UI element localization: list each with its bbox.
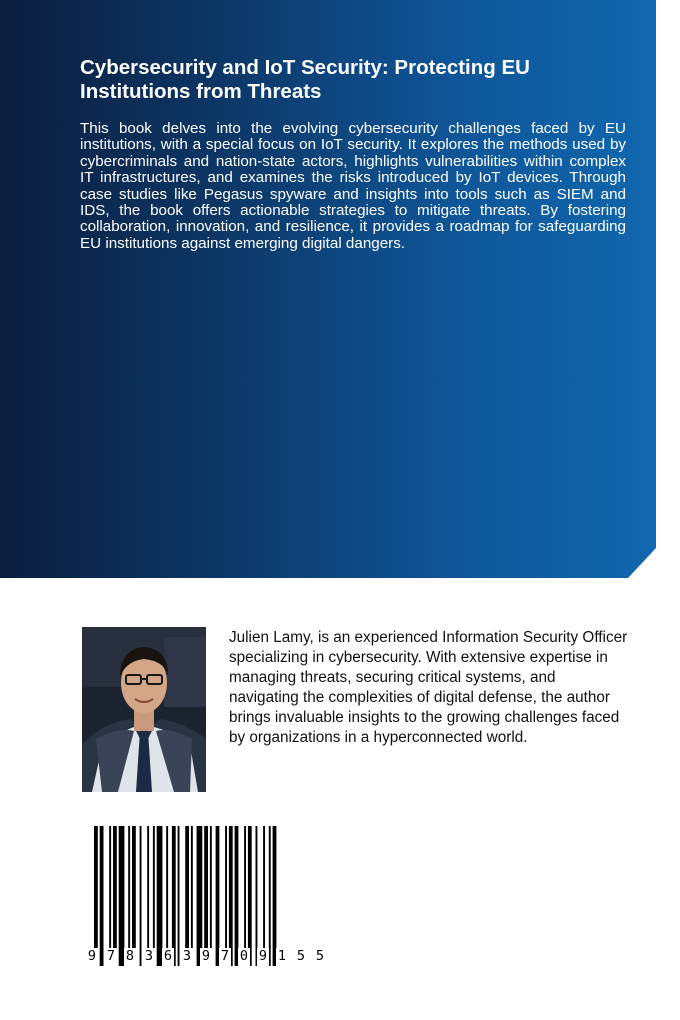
barcode-bar: [197, 826, 203, 966]
barcode-bar: [235, 826, 239, 966]
barcode-bar: [210, 826, 212, 966]
isbn-digit: 8: [124, 948, 136, 968]
isbn-digit: 5: [295, 948, 307, 968]
author-photo: [82, 627, 206, 792]
isbn-digit: 6: [162, 948, 174, 968]
barcode-bar: [263, 826, 265, 966]
barcode-bar: [147, 826, 149, 966]
isbn-digit: 7: [105, 948, 117, 968]
barcode-bar: [128, 826, 130, 966]
barcode-bar: [178, 826, 180, 966]
book-title: Cybersecurity and IoT Security: Protecting EU Institutions from Threats: [80, 56, 530, 103]
isbn-digit: 5: [314, 948, 326, 968]
book-description: This book delves into the evolving cybersecurity challenges faced by EU institutions, with a special focus on IoT security. It explores the methods used by cybercriminals and nation-state actors, highlights vulnerabilities within complex IT infrastructures, and examines the risks introduced by IoT devices. Through case studies like Pegasus spyware and insights into tools such as SIEM and IDS, the book offers actionable strategies to mitigate threats. By fostering collaboration, innovation, and resilience, it provides a roadmap for safeguarding EU institutions against emerging digital dangers.: [80, 120, 626, 252]
author-bio: Julien Lamy, is an experienced Information Security Officer specializing in cybersecurity. With extensive expertise in managing threats, securing critical systems, and navigating the complexities of digital defense, the author brings invaluable insights to the growing challenges faced by organizations in a hyperconnected world.: [229, 629, 628, 746]
barcode-bar: [172, 826, 176, 966]
barcode-bar: [191, 826, 193, 966]
barcode-bar: [256, 826, 258, 966]
isbn-digit: 3: [143, 948, 155, 968]
barcode-bar: [216, 826, 220, 966]
barcode-bar: [229, 826, 233, 966]
isbn-digit: 0: [238, 948, 250, 968]
author-portrait-image: [82, 627, 206, 792]
barcode-bar: [119, 826, 125, 966]
barcode-bar: [185, 826, 189, 966]
barcode-bar: [269, 826, 271, 966]
isbn-digit: 7: [219, 948, 231, 968]
barcode-bar: [204, 826, 208, 966]
barcode-bar: [273, 826, 277, 966]
isbn-digits: [86, 948, 326, 968]
barcode-bar: [225, 826, 227, 966]
isbn-digit: 3: [181, 948, 193, 968]
isbn-digit: 9: [257, 948, 269, 968]
isbn-digit: 1: [276, 948, 288, 968]
barcode-bar: [153, 826, 155, 966]
barcode-bar: [132, 826, 136, 966]
barcode-bar: [94, 826, 98, 966]
isbn-digit: 9: [200, 948, 212, 968]
barcode-bar: [109, 826, 111, 966]
barcode-bar: [140, 826, 142, 966]
barcode-bar: [157, 826, 163, 966]
barcode-bar: [100, 826, 104, 966]
barcode-bar: [113, 826, 117, 966]
barcode-bar: [166, 826, 168, 966]
isbn-digit: 9: [86, 948, 98, 968]
barcode-bar: [244, 826, 246, 966]
barcode-bar: [248, 826, 252, 966]
